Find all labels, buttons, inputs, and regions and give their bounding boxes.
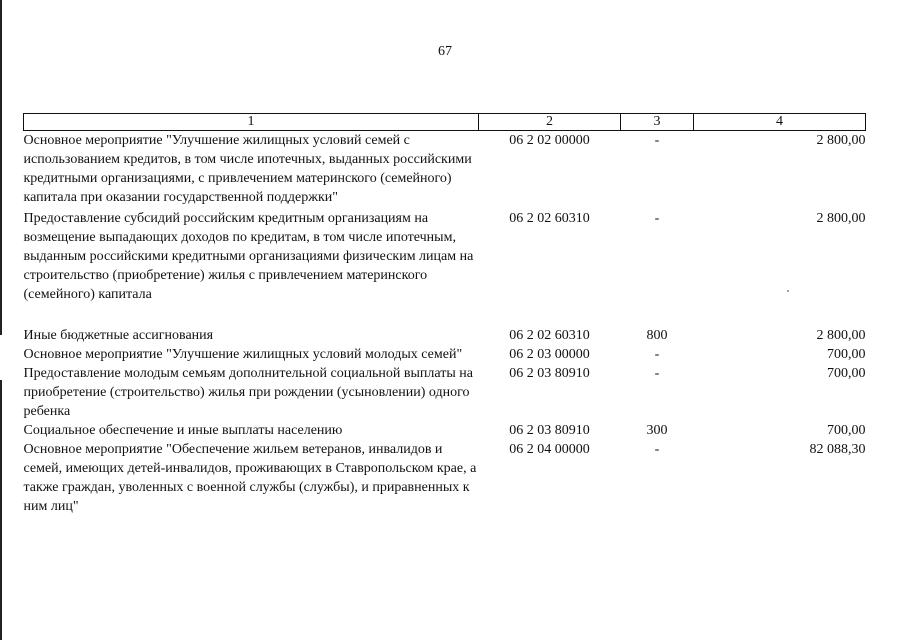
table-header-row: [24, 114, 866, 131]
row-sum: 700,00: [827, 347, 866, 362]
table-row: [24, 326, 866, 345]
header-col-4: 4: [694, 114, 866, 131]
row-code: 06 2 02 00000: [509, 133, 590, 148]
row-sum: 2 800,00: [816, 133, 866, 148]
table-row: [24, 421, 866, 440]
table-row: [24, 131, 866, 210]
row-type: -: [654, 211, 660, 226]
scan-edge: [0, 380, 2, 640]
row-sum: 700,00: [827, 423, 866, 438]
row-name: Основное мероприятие "Улучшение жилищных условий семей с использованием кредитов, в том числе ипотечных, выданных российскими кредитными организациями, с привлечением материнского (семейного) капитала при оказании государственной поддержки": [23, 133, 472, 205]
header-col-1: 1: [24, 114, 479, 131]
row-name: Основное мероприятие "Обеспечение жильем ветеранов, инвалидов и семей, имеющих детей-инвалидов, проживающих в Ставропольском крае, а также граждан, уволенных с военной службы (службы), и приравненных к ним лиц": [23, 442, 477, 514]
row-type: -: [654, 347, 660, 362]
row-code: 06 2 04 00000: [509, 442, 590, 457]
row-type: -: [654, 366, 660, 381]
budget-table: [23, 113, 866, 516]
row-code: 06 2 03 80910: [509, 366, 590, 381]
scan-speck: [787, 290, 789, 292]
row-sum: 2 800,00: [816, 211, 866, 226]
row-type: 300: [646, 423, 668, 438]
row-code: 06 2 02 60310: [509, 211, 590, 226]
row-sum: 2 800,00: [816, 328, 866, 343]
table-row: [24, 345, 866, 364]
table-row: [24, 364, 866, 421]
table-row: [24, 209, 866, 306]
row-name: Предоставление молодым семьям дополнительной социальной выплаты на приобретение (строительство) жилья при рождении (усыновлении) одного ребенка: [23, 366, 473, 419]
row-name: Иные бюджетные ассигнования: [23, 328, 214, 343]
row-type: -: [654, 133, 660, 148]
row-code: 06 2 02 60310: [509, 328, 590, 343]
row-code: 06 2 03 00000: [509, 347, 590, 362]
row-name: Предоставление субсидий российским кредитным организациям на возмещение выпадающих доходов по кредитам, в том числе ипотечным, выданным российскими кредитными организациями физическим лицам на строительство (приобретение) жилья с привлечением материнского (семейного) капитала: [23, 211, 474, 302]
row-name: Социальное обеспечение и иные выплаты населению: [23, 423, 343, 438]
row-spacer: [24, 306, 866, 326]
row-type: -: [654, 442, 660, 457]
row-sum: 82 088,30: [809, 442, 866, 457]
row-sum: 700,00: [827, 366, 866, 381]
table-row: [24, 440, 866, 516]
row-code: 06 2 03 80910: [509, 423, 590, 438]
row-name: Основное мероприятие "Улучшение жилищных условий молодых семей": [23, 347, 463, 362]
row-type: 800: [646, 328, 668, 343]
page-number: 67: [438, 44, 452, 59]
header-col-3: 3: [621, 114, 694, 131]
header-col-2: 2: [479, 114, 621, 131]
